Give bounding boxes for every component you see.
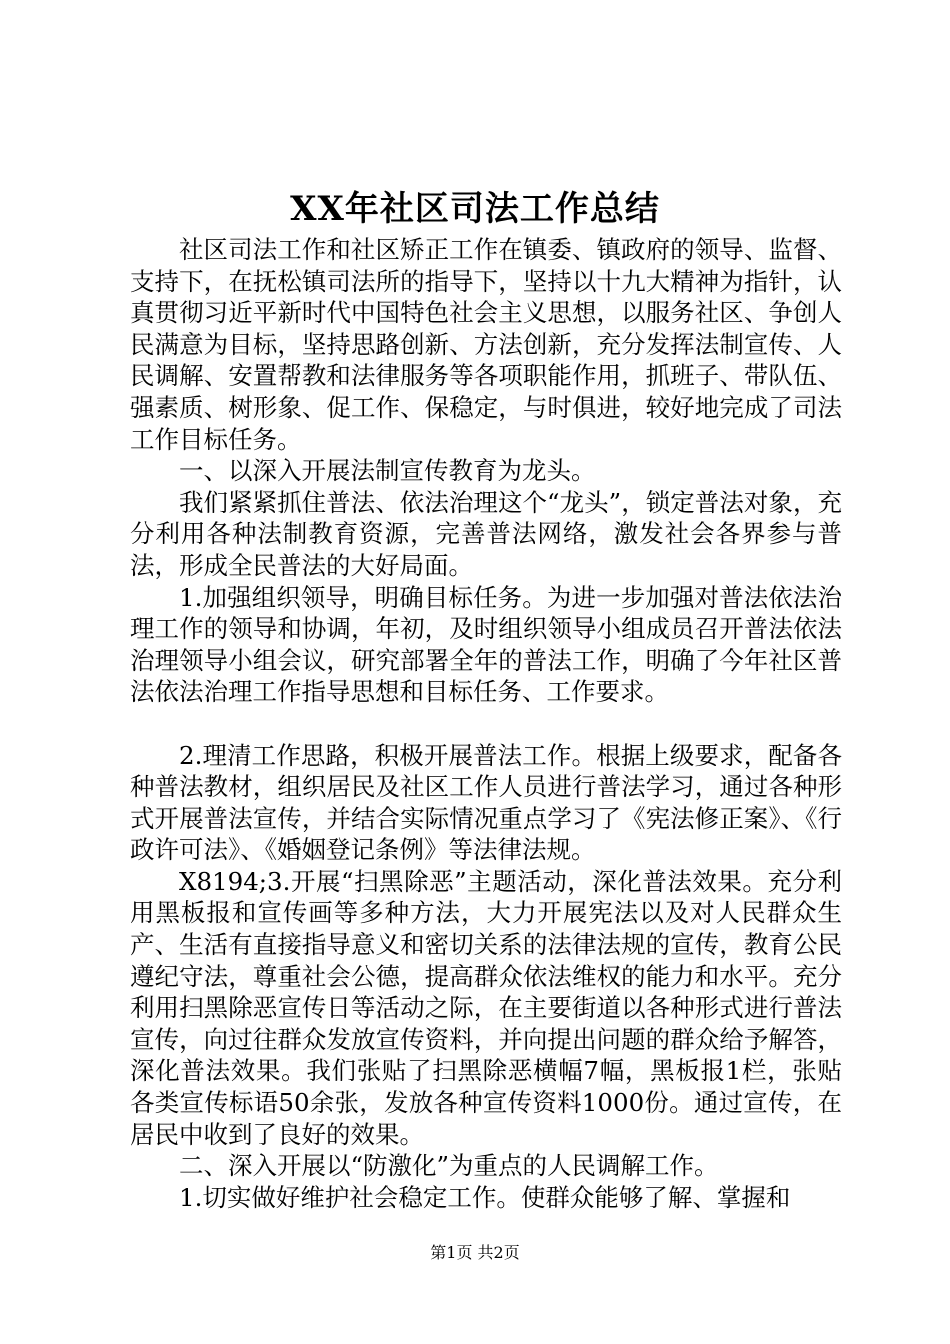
paragraph-section-1-intro: 我们紧紧抓住普法、依法治理这个“龙头”，锁定普法对象，充分利用各种法制教育资源，完善普法网络，激发社会各界参与普法，形成全民普法的大好局面。	[130, 487, 842, 580]
document-title: XX年社区司法工作总结	[290, 189, 660, 229]
paragraph-intro: 社区司法工作和社区矫正工作在镇委、镇政府的领导、监督、支持下，在抚松镇司法所的指导下，坚持以十九大精神为指针，认真贯彻习近平新时代中国特色社会主义思想，以服务社区、争创人民满意为目标，坚持思路创新、方法创新，充分发挥法制宣传、人民调解、安置帮教和法律服务等各项职能作用，抓班子、带队伍、强素质、树形象、促工作、保稳定，与时俱进，较好地完成了司法工作目标任务。	[130, 235, 842, 454]
paragraph-item-2: 2.理清工作思路，积极开展普法工作。根据上级要求，配备各种普法教材，组织居民及社区工作人员进行普法学习，通过各种形式开展普法宣传，并结合实际情况重点学习了《宪法修正案》、《行政许可法》、《婚姻登记条例》等法律法规。	[130, 740, 842, 865]
page-footer: 第1页 共2页	[430, 1243, 520, 1262]
document-body	[130, 234, 842, 1213]
section-heading-1: 一、以深入开展法制宣传教育为龙头。	[179, 456, 596, 486]
paragraph-section-2-item-1: 1.切实做好维护社会稳定工作。使群众能够了解、掌握和	[179, 1182, 791, 1212]
blank-line	[130, 708, 842, 740]
paragraph-item-1: 1.加强组织领导，明确目标任务。为进一步加强对普法依法治理工作的领导和协调，年初，及时组织领导小组成员召开普法依法治理领导小组会议，研究部署全年的普法工作，明确了今年社区普法依法治理工作指导思想和目标任务、工作要求。	[130, 582, 842, 707]
section-heading-2: 二、深入开展以“防激化”为重点的人民调解工作。	[179, 1151, 719, 1181]
paragraph-item-3: X8194;3.开展“扫黑除恶”主题活动，深化普法效果。充分利用黑板报和宣传画等多种方法，大力开展宪法以及对人民群众生产、生活有直接指导意义和密切关系的法律法规的宣传，教育公民遵纪守法，尊重社会公德，提高群众依法维权的能力和水平。充分利用扫黑除恶宣传日等活动之际，在主要街道以各种形式进行普法宣传，向过往群众发放宣传资料，并向提出问题的群众给予解答，深化普法效果。我们张贴了扫黑除恶横幅7幅，黑板报1栏，张贴各类宣传标语50余张，发放各种宣传资料1000份。通过宣传，在居民中收到了良好的效果。	[130, 866, 842, 1149]
